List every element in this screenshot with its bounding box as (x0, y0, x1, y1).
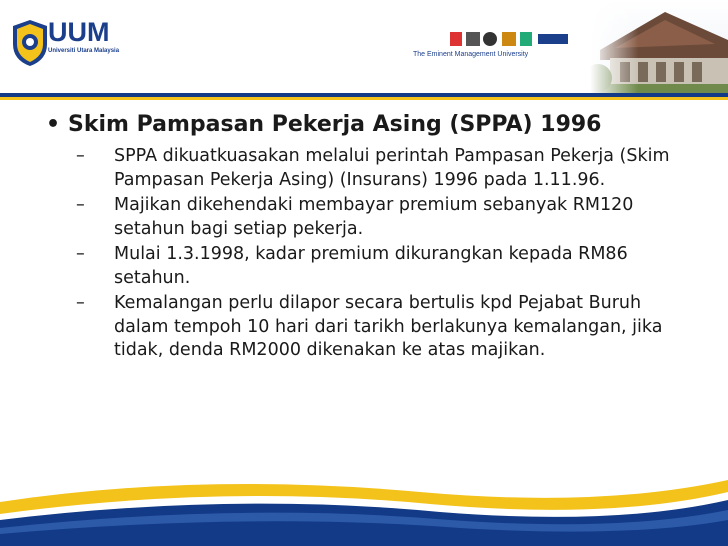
dash-icon: – (76, 244, 85, 264)
main-bullet-text: Skim Pampasan Pekerja Asing (SPPA) 1996 (68, 112, 602, 137)
slide-content (46, 104, 696, 365)
logo-subtitle: Universiti Utara Malaysia (48, 48, 120, 54)
slide-header (0, 0, 728, 100)
dash-icon: – (76, 146, 85, 166)
sub-bullet-text: Mulai 1.3.1998, kadar premium dikurangkan kepada RM86 setahun. (114, 244, 628, 288)
sub-bullet-text: Majikan dikehendaki membayar premium sebanyak RM120 setahun bagi setiap pekerja. (114, 195, 634, 239)
sub-bullet-list (76, 145, 696, 363)
dash-icon: – (76, 195, 85, 215)
sub-bullet (76, 292, 696, 363)
main-bullet (46, 110, 696, 140)
uum-crest-icon (10, 18, 50, 68)
partner-badges-icon (450, 30, 576, 48)
sub-bullet-text: Kemalangan perlu dilapor secara bertulis kpd Pejabat Buruh dalam tempoh 10 hari dari tarikh berlakunya kemalangan, jika tidak, denda RM2000 dikenakan ke atas majikan. (114, 293, 663, 360)
sub-bullet (76, 145, 696, 192)
sub-bullet (76, 243, 696, 290)
logo-text: UUM (48, 17, 110, 47)
footer-wave-decoration (0, 462, 728, 546)
bullet-dot-icon: • (46, 112, 61, 137)
campus-building-image (590, 0, 728, 96)
header-yellow-stripe (0, 97, 728, 100)
dash-icon: – (76, 293, 85, 313)
sub-bullet (76, 194, 696, 241)
sub-bullet-text: SPPA dikuatkuasakan melalui perintah Pampasan Pekerja (Skim Pampasan Pekerja Asing) (Insurans) 1996 pada 1.11.96. (114, 146, 670, 190)
tagline: The Eminent Management University (413, 51, 529, 58)
